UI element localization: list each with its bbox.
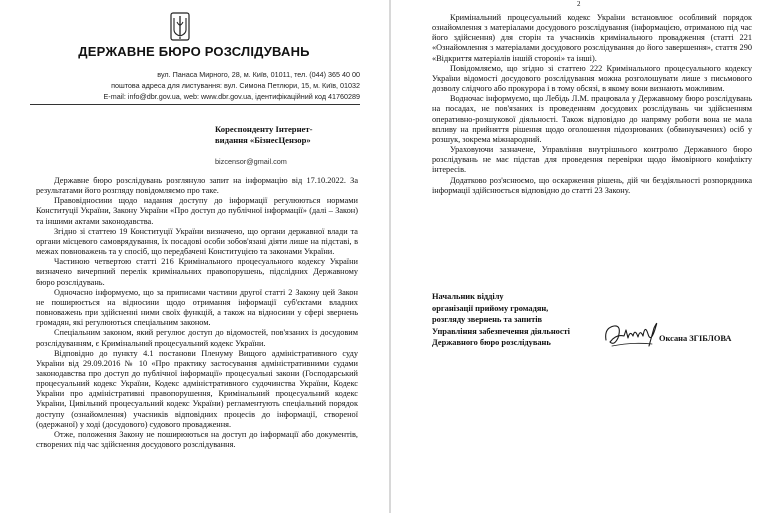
signatory-line: організації прийому громадян, [432, 303, 549, 313]
body-text [36, 176, 358, 450]
letter-page-2 [392, 0, 780, 513]
signatory-line: Начальник відділу [432, 292, 504, 301]
page-number: 2 [577, 0, 581, 8]
trident-emblem-icon [170, 12, 190, 42]
recipient-line: Кореспонденту Інтернет- [215, 124, 313, 134]
signatory-line: Державного бюро розслідувань [432, 338, 551, 348]
recipient-line: видання «БізнесЦензор» [215, 135, 311, 145]
paragraph: Кримінальний процесуальний кодекс України встановлює особливий порядок ознайомлення з матеріалами досудового розслідування (інформацією, отриманою під час його здійснення) для сторін та учасників кримінального провадження (статті 221 «Ознайомлення з матеріалами досудового розслідування до його завершення», стаття 290 «Відкриття матеріалів іншій стороні» та інші). [432, 13, 752, 63]
signatory-title [432, 291, 570, 349]
paragraph: Спеціальним законом, який регулює доступ до відомостей, пов'язаних із досудовим розслідуванням, є Кримінальний процесуальний кодекс України. [36, 328, 358, 348]
signatory-line: розгляду звернень та запитів [432, 315, 543, 325]
paragraph: Повідомляємо, що згідно зі статтею 222 Кримінального процесуального кодексу України відомості досудового розслідування можна розголошувати лише з письмового дозволу слідчого або прокурора і в тому обсязі, в якому вони визнають можливим. [432, 63, 752, 94]
page-divider [389, 0, 391, 513]
paragraph: Державне бюро розслідувань розглянуло запит на інформацію від 17.10.2022. За результатами його розгляду повідомляємо про таке. [36, 176, 358, 196]
mailing-address-line: поштова адреса для листування: вул. Симона Петлюри, 15, м. Київ, 01032 [111, 81, 360, 90]
contact-line: E-mail: info@dbr.gov.ua, web: www.dbr.gov.ua, ідентифікаційний код 41760289 [103, 92, 360, 101]
handwritten-signature [602, 316, 662, 354]
paragraph: Одночасно інформуємо, що за приписами частини другої статті 2 Закону цей Закон не поширюється на відносини щодо отримання інформації суб'єктами владних повноважень при здійсненні ними своїх функцій, а також на відносини у сфері звернень громадян, які регулюються спеціальним законом. [36, 287, 358, 328]
paragraph: Додатково роз'яснюємо, що оскарження рішень, дій чи бездіяльності розпорядника інформації здійснюється відповідно до статті 23 Закону. [432, 175, 752, 195]
address-line: вул. Панаса Мирного, 28, м. Київ, 01011, тел. (044) 365 40 00 [157, 70, 360, 79]
paragraph: Отже, положення Закону не поширюються на доступ до інформації або документів, створених під час здійснення досудового розслідування. [36, 429, 358, 450]
recipient-block [215, 124, 312, 146]
paragraph: Правовідносини щодо надання доступу до інформації регулюються нормами Конституції України, Закону України «Про доступ до публічної інформації» (далі – Закон) та іншими актами законодавства. [36, 196, 358, 226]
paragraph: Згідно зі статтею 19 Конституції України визначено, що органи державної влади та органи місцевого самоврядування, їх посадові особи зобов'язані діяти лише на підставі, в межах повноважень та у спосіб, що передбачені Конституцією та законами України. [36, 226, 358, 257]
letter-page-1 [0, 0, 388, 513]
paragraph: Частиною четвертою статті 216 Кримінального процесуального кодексу України визначено вичерпний перелік кримінальних правопорушень, підслідних Державному бюро розслідувань. [36, 257, 358, 287]
signatory-line: Управління забезпечення діяльності [432, 326, 570, 336]
org-name: ДЕРЖАВНЕ БЮРО РОЗСЛІДУВАНЬ [78, 44, 310, 59]
body-text [432, 13, 752, 196]
recipient-email: bizcensor@gmail.com [215, 157, 287, 166]
paragraph: Ураховуючи зазначене, Управління внутрішнього контролю Державного бюро розслідувань не має підстав для проведення перевірки щодо ймовірного конфлікту інтересів. [432, 145, 752, 175]
paragraph: Відповідно до пункту 4.1 постанови Пленуму Вищого адміністративного суду України від 29.09.2016 № 10 «Про практику застосування адміністративними судами законодавства про доступ до публічної інформації» процесуальні закони (Господарський процесуальний кодекс України, Кодекс адміністративного судочинства України, Кодекс України про адміністративні правопорушення, Кримінальний процесуальний кодекс України, Цивільний процесуальний кодекс України) регламентують спеціальний порядок доступу (ознайомлення) учасників відповідних процесів до інформації, створеної (одержаної) у ході (досудового) судового провадження. [36, 348, 358, 429]
paragraph: Водночас інформуємо, що Лебідь Л.М. працювала у Державному бюро розслідувань на посадах, не пов'язаних із проведенням досудових розслідувань чи здійсненням оперативно-розшукової діяльності. Також відповідно до напряму роботи вона не мала впливу на прийняття рішення щодо оголошення підозрюваних (обвинувачених) осіб у розшук, зокрема міжнародний. [432, 94, 752, 144]
signatory-name: Оксана ЗГІБЛОВА [659, 334, 732, 343]
header-divider [30, 104, 360, 105]
